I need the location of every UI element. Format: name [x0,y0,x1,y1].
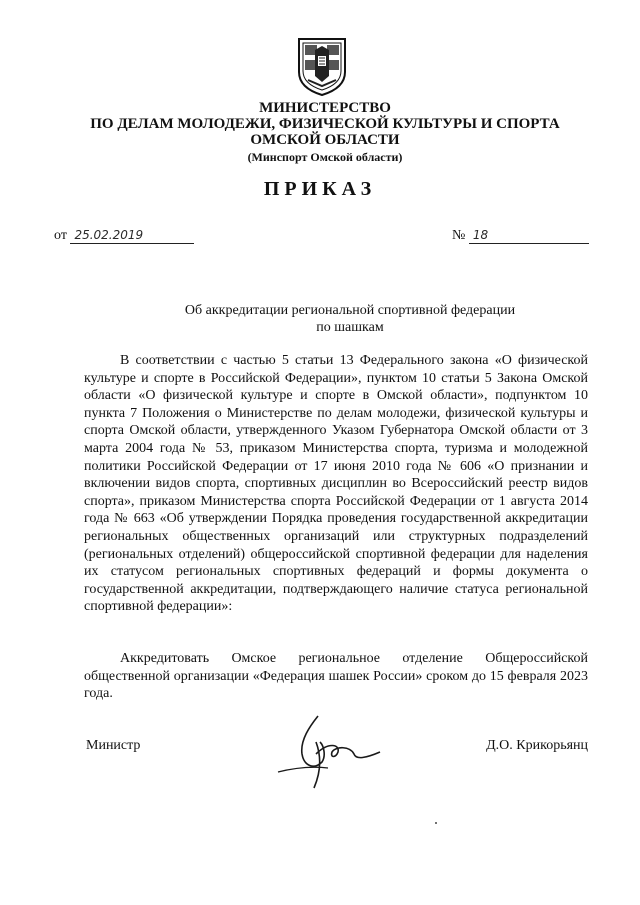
signer-title: Министр [86,738,141,753]
number-value: 18 [469,228,589,244]
document-type-title: ПРИКАЗ [263,178,377,200]
org-name-line3: ОМСКОЙ ОБЛАСТИ [250,132,400,148]
body-paragraph-decision: Аккредитовать Омское региональное отделение Общероссийской общественной организации «Федерация шашек России» сроком до 15 февраля 2023 года. [84,651,588,702]
signature-icon [270,712,390,790]
coat-of-arms-icon [296,36,348,98]
org-short-name: (Минспорт Омской области) [247,150,403,164]
signer-name: Д.О. Крикорьянц [486,738,588,753]
number-prefix: № [452,228,466,243]
scan-speck [435,822,437,824]
document-number [452,228,589,244]
date-prefix: от [54,228,67,243]
org-name-line1: МИНИСТЕРСТВО [259,100,391,116]
subject-line2: по шашкам [316,320,384,335]
org-name-line2: ПО ДЕЛАМ МОЛОДЕЖИ, ФИЗИЧЕСКОЙ КУЛЬТУРЫ И СПОРТА [90,116,560,132]
subject-line1: Об аккредитации региональной спортивной федерации [184,303,516,318]
document-date [54,228,194,244]
date-value: 25.02.2019 [70,228,194,244]
body-paragraph-basis: В соответствии с частью 5 статьи 13 Федерального закона «О физической культуре и спорте в Российской Федерации», пунктом 10 статьи 5 Закона Омской области «О физической культуре и спорте в Омской области», подпунктом 10 пункта 7 Положения о Министерстве по делам молодежи, физической культуры и спорта Омской области, утвержденного Указом Губернатора Омской области от 3 марта 2004 года № 53, приказом Министерства спорта, туризма и молодежной политики Российской Федерации от 17 июня 2010 года № 606 «О признании и включении видов спорта, спортивных дисциплин во Всероссийский реестр видов спорта», приказом Министерства спорта Российской Федерации от 1 августа 2014 года № 663 «Об утверждении Порядка проведения государственной аккредитации региональных общественных организаций или структурных подразделений (региональных отделений) общероссийской спортивной федерации для наделения их статусом региональных спортивных федераций и формы документа о государственной аккредитации, подтверждающего наличие статуса региональной спортивной федерации»: [84,353,588,615]
